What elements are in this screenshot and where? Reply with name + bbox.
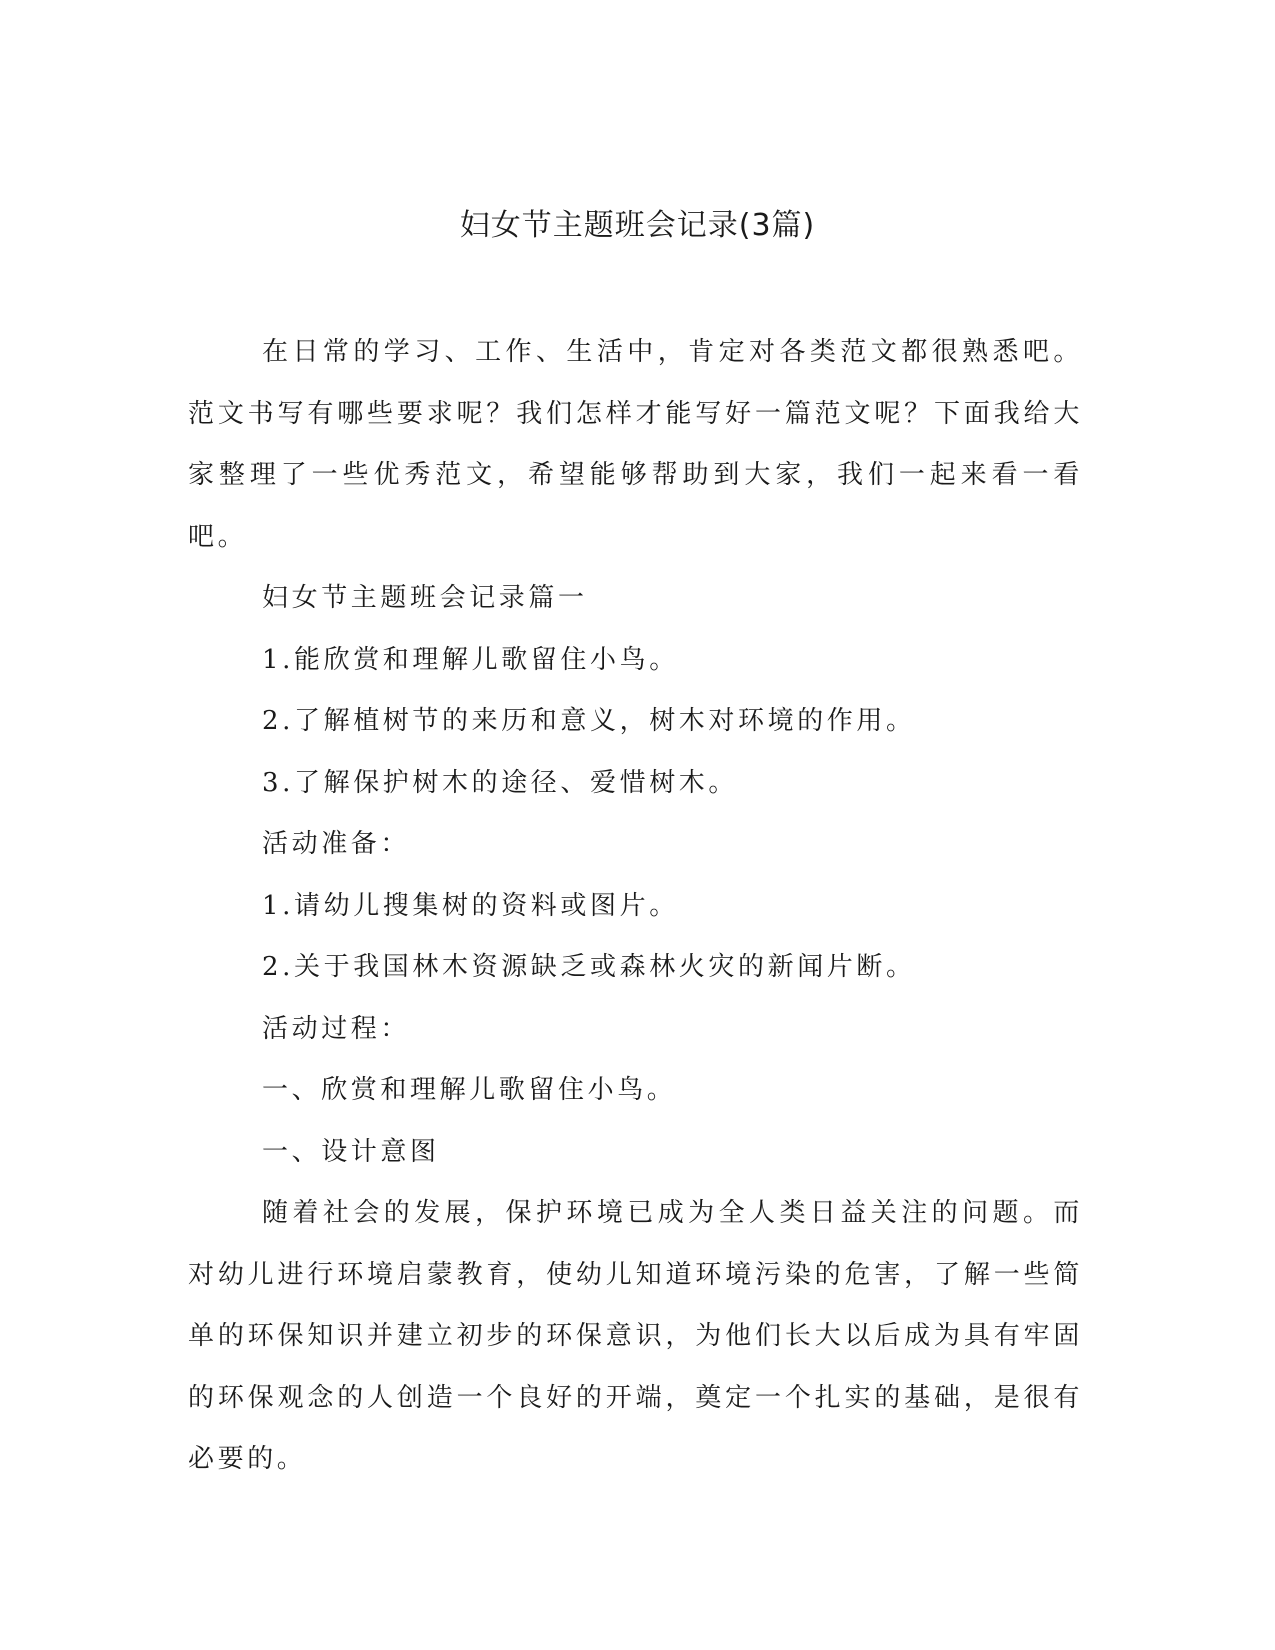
subheading-preparation: 活动准备： [262,829,411,859]
preparation-item: 1.请幼儿搜集树的资料或图片。 [262,890,679,921]
goal-item: 2.了解植树节的来历和意义，树木对环境的作用。 [262,706,916,736]
subheading-design-intent: 一、设计意图 [262,1136,440,1167]
design-intent-paragraph: 随着社会的发展，保护环境已成为全人类日益关注的问题。而对幼儿进行环境启蒙教育，使幼儿知道环境污染的危害，了解一些简单的环保知识并建立初步的环保意识，为他们长大以后成为具有牢固的环保观念的人创造一个良好的开端，奠定一个扎实的基础，是很有必要的。 [188,1198,1083,1474]
goal-item: 3.了解保护树木的途径、爱惜树木。 [262,767,739,798]
preparation-item: 2.关于我国林木资源缺乏或森林火灾的新闻片断。 [262,952,916,982]
goal-item: 1.能欣赏和理解儿歌留住小鸟。 [262,644,679,675]
document-title: 妇女节主题班会记录(3篇) [459,208,816,243]
subheading-process: 活动过程： [262,1013,411,1044]
section-heading: 妇女节主题班会记录篇一 [262,583,588,613]
document-body [188,322,1083,1491]
process-item: 一、欣赏和理解儿歌留住小鸟。 [262,1075,677,1105]
intro-paragraph: 在日常的学习、工作、生活中，肯定对各类范文都很熟悉吧。范文书写有哪些要求呢？我们怎样才能写好一篇范文呢？下面我给大家整理了一些优秀范文，希望能够帮助到大家，我们一起来看一看吧。 [188,337,1083,552]
